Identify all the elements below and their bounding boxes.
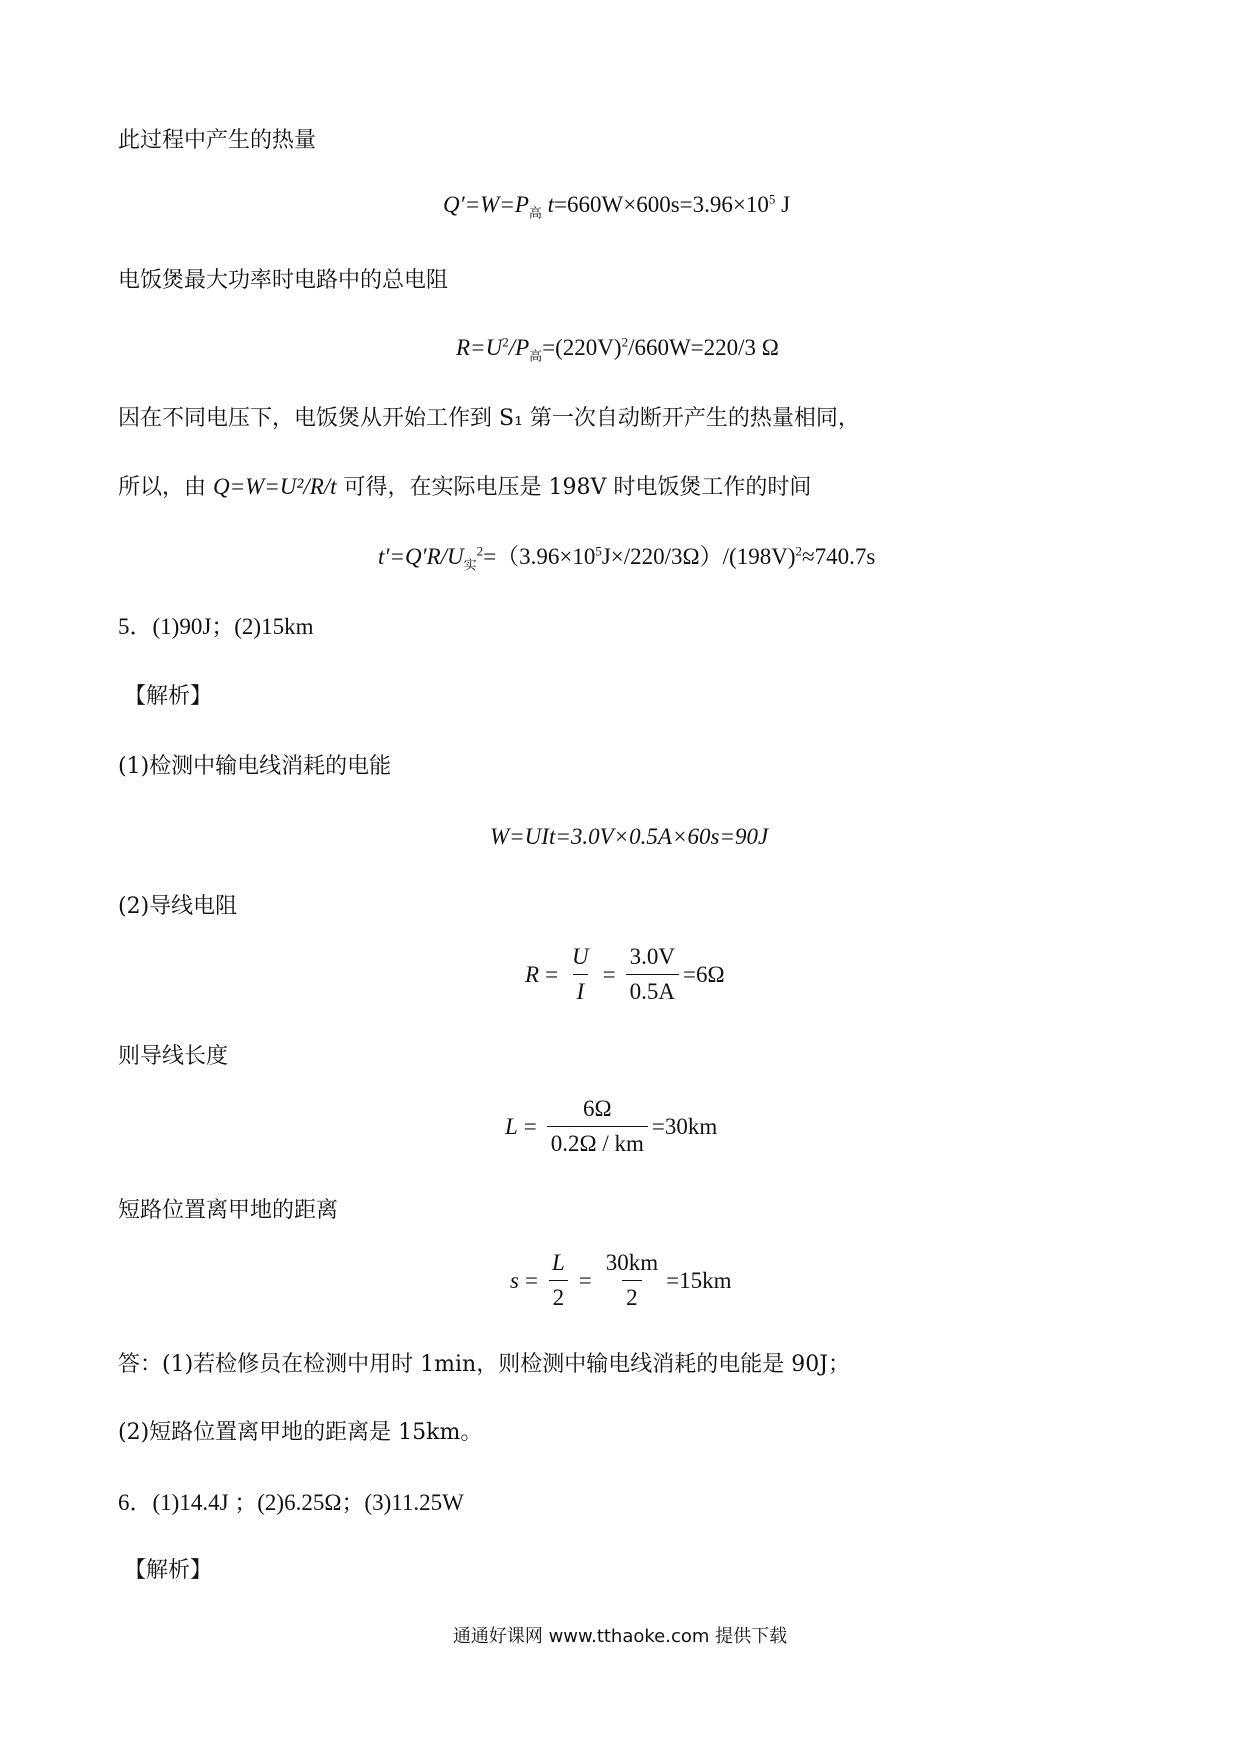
equation-distance (510, 1248, 731, 1313)
text-line: 电饭煲最大功率时电路中的总电阻 (118, 268, 449, 293)
text-line: 短路位置离甲地的距离 (118, 1198, 339, 1223)
denominator: 0.2Ω / km (547, 1126, 648, 1159)
denominator: 2 (622, 1280, 642, 1313)
eq-part: Q′=W=P (443, 192, 529, 217)
eq-part: R=U (456, 335, 503, 360)
text-line: (1)检测中输电线消耗的电能 (118, 754, 392, 779)
eq-lhs: s (510, 1267, 519, 1293)
text-line: 答：(1)若检修员在检测中用时 1min，则检测中输电线消耗的电能是 90J； (118, 1352, 851, 1377)
eq-part: =660W×600s=3.96×10 (554, 192, 769, 217)
text-part: 所以，由 (118, 475, 213, 500)
eq-sup: 2 (476, 543, 484, 559)
answer-6: 6．(1)14.4J ；(2)6.25Ω；(3)11.25W (118, 1490, 464, 1515)
text-line: 此过程中产生的热量 (118, 128, 317, 153)
eq-sign: = (602, 961, 616, 987)
equation-heat (443, 190, 790, 220)
eq-part: t′=Q′R/U (378, 544, 464, 569)
section-analysis: 【解析】 (124, 1558, 213, 1583)
eq-sup: 2 (795, 543, 802, 559)
text-line: 因在不同电压下，电饭煲从开始工作到 S₁ 第一次自动断开产生的热量相同， (118, 406, 860, 431)
eq-part: J (775, 192, 791, 217)
page-footer: 通通好课网 www.tthaoke.com 提供下载 (452, 1626, 788, 1647)
answer-5: 5．(1)90J；(2)15km (118, 614, 314, 639)
text-line: (2)短路位置离甲地的距离是 15km。 (118, 1420, 483, 1445)
text-part: 可得，在实际电压是 198V 时电饭煲工作的时间 (336, 475, 812, 500)
eq-sign: = (524, 1267, 538, 1293)
eq-lhs: L (505, 1113, 518, 1139)
numerator: L (551, 1250, 565, 1275)
eq-sub: 高 (528, 205, 542, 221)
eq-sup: 5 (768, 191, 776, 207)
eq-lhs: R (525, 961, 540, 987)
eq-part: =(220V) (542, 335, 622, 360)
equation-wire-resistance (525, 942, 725, 1007)
eq-sub: 实 (463, 557, 477, 573)
eq-part: t (547, 192, 555, 217)
numerator: 6Ω (583, 1096, 612, 1121)
numerator: 3.0V (629, 944, 676, 969)
text-line (118, 472, 811, 503)
eq-part: ≈740.7s (801, 544, 876, 569)
eq-result: =6Ω (683, 961, 725, 987)
fraction (548, 1248, 569, 1313)
eq-sign: = (523, 1113, 537, 1139)
eq-sup: 2 (502, 334, 509, 350)
fraction (626, 942, 679, 1007)
eq-part: =（3.96×10 (483, 544, 596, 569)
text-line: (2)导线电阻 (118, 894, 238, 919)
eq-part: /P (508, 335, 530, 360)
equation-resistance (456, 333, 779, 363)
eq-result: =15km (666, 1267, 732, 1293)
eq-part: /660W=220/3 Ω (628, 335, 779, 360)
denominator: I (573, 974, 589, 1007)
numerator: U (572, 944, 589, 969)
numerator: 30km (605, 1250, 659, 1275)
inline-formula: Q=W=U²/R/t (213, 474, 337, 499)
eq-sub: 高 (529, 348, 543, 364)
eq-sign: = (545, 961, 559, 987)
equation-energy: W=UIt=3.0V×0.5A×60s=90J (490, 824, 769, 849)
fraction (602, 1248, 662, 1313)
section-analysis: 【解析】 (124, 684, 213, 709)
equation-wire-length (505, 1094, 717, 1159)
denominator: 2 (549, 1280, 569, 1313)
eq-part: J×/220/3Ω）/(198V) (601, 544, 796, 569)
eq-sign: = (578, 1267, 592, 1293)
fraction (568, 942, 593, 1007)
equation-time (378, 542, 875, 572)
eq-result: =30km (651, 1113, 718, 1139)
eq-sup: 2 (621, 334, 629, 350)
eq-sup: 5 (595, 543, 602, 559)
denominator: 0.5A (626, 974, 679, 1007)
fraction (547, 1094, 648, 1159)
text-line: 则导线长度 (118, 1044, 229, 1069)
